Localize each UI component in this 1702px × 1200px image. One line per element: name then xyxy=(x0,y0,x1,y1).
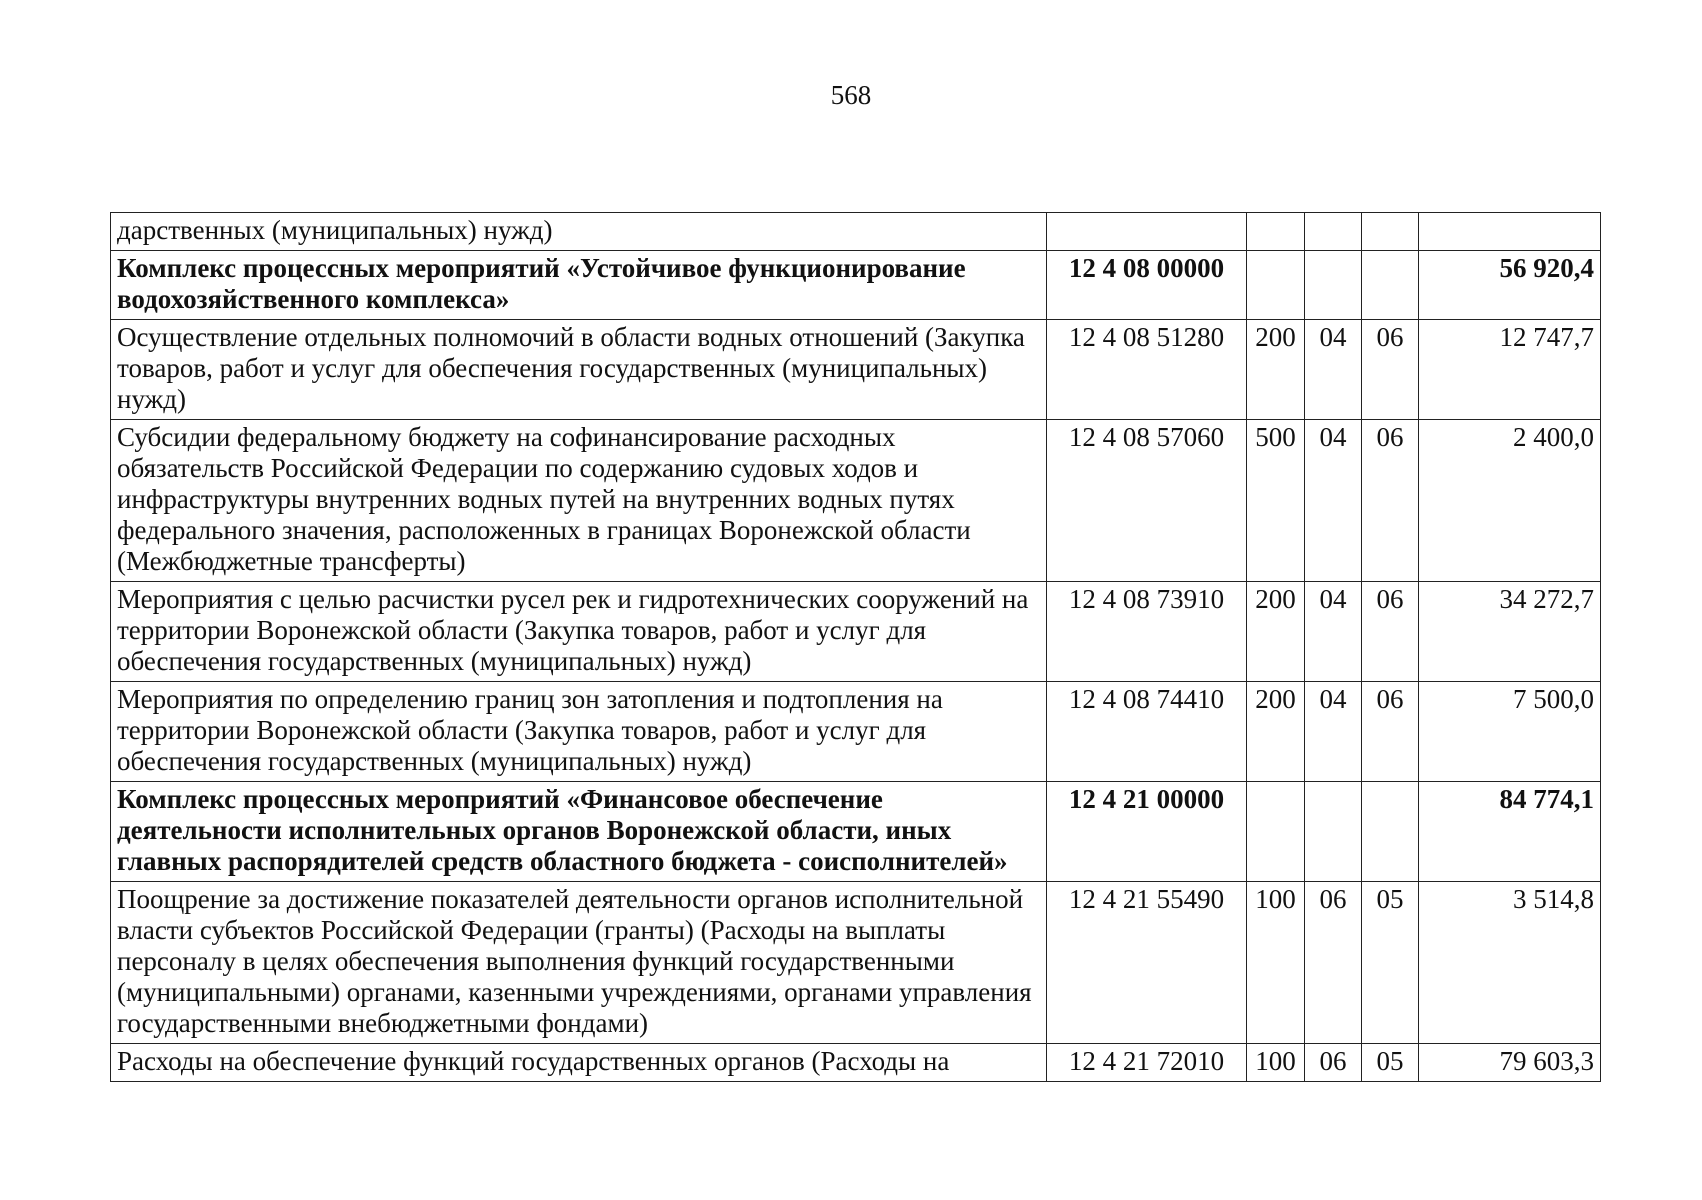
row-amount-cell: 84 774,1 xyxy=(1419,782,1601,882)
table-row xyxy=(111,582,1601,682)
row-name-cell: Субсидии федеральному бюджету на софинансирование расходных обязательств Российской Федерации по содержанию судовых ходов и инфраструктуры внутренних водных путей на внутренних водных путях федерального значения, расположенных в границах Воронежской области (Межбюджетные трансферты) xyxy=(111,420,1047,582)
row-code-cell: 12 4 08 00000 xyxy=(1047,251,1247,320)
table-row xyxy=(111,213,1601,251)
row-section-cell xyxy=(1305,213,1362,251)
row-section-cell: 04 xyxy=(1305,320,1362,420)
budget-table-body xyxy=(111,213,1601,1082)
row-name-cell: Комплекс процессных мероприятий «Устойчивое функционирование водохозяйственного комплекса» xyxy=(111,251,1047,320)
row-name-cell: Осуществление отдельных полномочий в области водных отношений (Закупка товаров, работ и услуг для обеспечения государственных (муниципальных) нужд) xyxy=(111,320,1047,420)
row-subsection-cell: 06 xyxy=(1362,682,1419,782)
row-amount-cell: 2 400,0 xyxy=(1419,420,1601,582)
table-row xyxy=(111,251,1601,320)
row-section-cell xyxy=(1305,782,1362,882)
row-section-cell: 06 xyxy=(1305,1044,1362,1082)
row-expense-type-cell: 500 xyxy=(1247,420,1305,582)
row-subsection-cell: 05 xyxy=(1362,882,1419,1044)
row-name-cell: дарственных (муниципальных) нужд) xyxy=(111,213,1047,251)
row-subsection-cell xyxy=(1362,251,1419,320)
row-name-cell: Мероприятия с целью расчистки русел рек и гидротехнических сооружений на территории Воронежской области (Закупка товаров, работ и услуг для обеспечения государственных (муниципальных) нужд) xyxy=(111,582,1047,682)
row-expense-type-cell xyxy=(1247,251,1305,320)
row-section-cell: 04 xyxy=(1305,420,1362,582)
row-section-cell: 04 xyxy=(1305,682,1362,782)
row-expense-type-cell: 200 xyxy=(1247,320,1305,420)
budget-table-container xyxy=(110,212,1600,1082)
table-row xyxy=(111,420,1601,582)
row-section-cell xyxy=(1305,251,1362,320)
row-expense-type-cell: 200 xyxy=(1247,682,1305,782)
table-row xyxy=(111,682,1601,782)
row-expense-type-cell: 100 xyxy=(1247,882,1305,1044)
row-amount-cell: 7 500,0 xyxy=(1419,682,1601,782)
row-subsection-cell: 06 xyxy=(1362,420,1419,582)
row-code-cell: 12 4 08 57060 xyxy=(1047,420,1247,582)
row-expense-type-cell: 200 xyxy=(1247,582,1305,682)
row-code-cell: 12 4 08 74410 xyxy=(1047,682,1247,782)
table-row xyxy=(111,320,1601,420)
row-subsection-cell: 06 xyxy=(1362,320,1419,420)
row-amount-cell: 3 514,8 xyxy=(1419,882,1601,1044)
row-code-cell: 12 4 08 73910 xyxy=(1047,582,1247,682)
row-expense-type-cell: 100 xyxy=(1247,1044,1305,1082)
row-subsection-cell xyxy=(1362,782,1419,882)
row-section-cell: 06 xyxy=(1305,882,1362,1044)
table-row xyxy=(111,882,1601,1044)
page-number: 568 xyxy=(830,80,872,110)
row-expense-type-cell xyxy=(1247,213,1305,251)
row-amount-cell: 56 920,4 xyxy=(1419,251,1601,320)
row-code-cell: 12 4 21 55490 xyxy=(1047,882,1247,1044)
row-amount-cell: 34 272,7 xyxy=(1419,582,1601,682)
row-amount-cell xyxy=(1419,213,1601,251)
row-section-cell: 04 xyxy=(1305,582,1362,682)
row-amount-cell: 12 747,7 xyxy=(1419,320,1601,420)
budget-table xyxy=(110,212,1601,1082)
row-code-cell: 12 4 08 51280 xyxy=(1047,320,1247,420)
row-subsection-cell: 06 xyxy=(1362,582,1419,682)
row-name-cell: Мероприятия по определению границ зон затопления и подтопления на территории Воронежской области (Закупка товаров, работ и услуг для обеспечения государственных (муниципальных) нужд) xyxy=(111,682,1047,782)
table-row xyxy=(111,1044,1601,1082)
row-subsection-cell xyxy=(1362,213,1419,251)
row-code-cell xyxy=(1047,213,1247,251)
row-expense-type-cell xyxy=(1247,782,1305,882)
row-name-cell: Расходы на обеспечение функций государственных органов (Расходы на xyxy=(111,1044,1047,1082)
row-amount-cell: 79 603,3 xyxy=(1419,1044,1601,1082)
table-row xyxy=(111,782,1601,882)
row-code-cell: 12 4 21 00000 xyxy=(1047,782,1247,882)
row-code-cell: 12 4 21 72010 xyxy=(1047,1044,1247,1082)
row-subsection-cell: 05 xyxy=(1362,1044,1419,1082)
row-name-cell: Комплекс процессных мероприятий «Финансовое обеспечение деятельности исполнительных органов Воронежской области, иных главных распорядителей средств областного бюджета - соисполнителей» xyxy=(111,782,1047,882)
row-name-cell: Поощрение за достижение показателей деятельности органов исполнительной власти субъектов Российской Федерации (гранты) (Расходы на выплаты персоналу в целях обеспечения выполнения функций государственными (муниципальными) органами, казенными учреждениями, органами управления государственными внебюджетными фондами) xyxy=(111,882,1047,1044)
